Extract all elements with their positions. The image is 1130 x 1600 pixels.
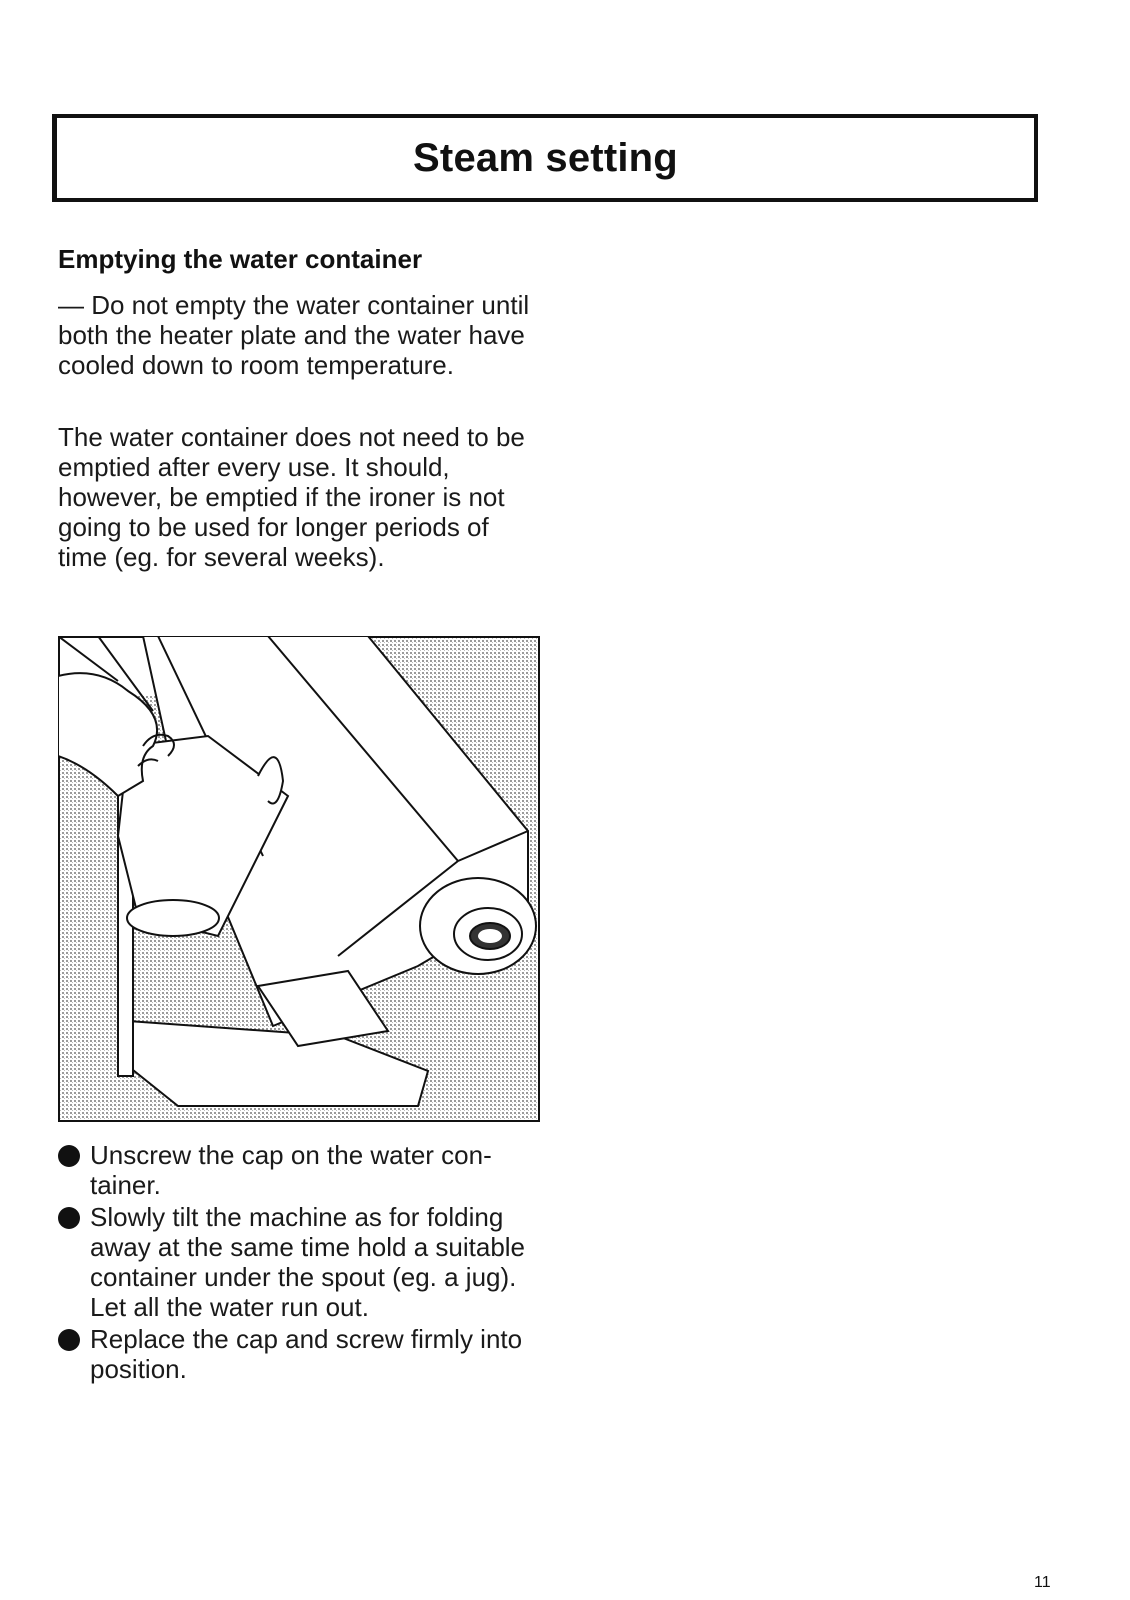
step-text: Replace the cap and screw firmly into position.	[90, 1324, 523, 1384]
list-item	[58, 1324, 548, 1384]
page-number: 11	[1034, 1574, 1051, 1591]
list-item	[58, 1202, 548, 1322]
page-title: Steam setting	[413, 136, 678, 180]
section-heading: Emptying the water container	[58, 244, 423, 274]
warning-paragraph: — Do not empty the water container until both the heater plate and the water have cooled down to room temperature.	[58, 290, 530, 380]
bullet-icon	[58, 1207, 80, 1229]
info-paragraph: The water container does not need to be emptied after every use. It should, however, be emptied if the ironer is not going to be used for longer periods of time (eg. for several weeks).	[58, 422, 525, 572]
list-item	[58, 1140, 548, 1200]
bullet-icon	[58, 1329, 80, 1351]
ironer-emptying-icon	[58, 636, 540, 1122]
step-text: Unscrew the cap on the water con- tainer.	[90, 1140, 492, 1200]
instruction-steps	[58, 1140, 548, 1386]
step-text: Slowly tilt the machine as for folding away at the same time hold a suitable container under the spout (eg. a jug). Let all the water run out.	[90, 1202, 526, 1322]
ironer-illustration	[58, 636, 540, 1122]
bullet-icon	[58, 1145, 80, 1167]
title-box	[52, 114, 1038, 202]
